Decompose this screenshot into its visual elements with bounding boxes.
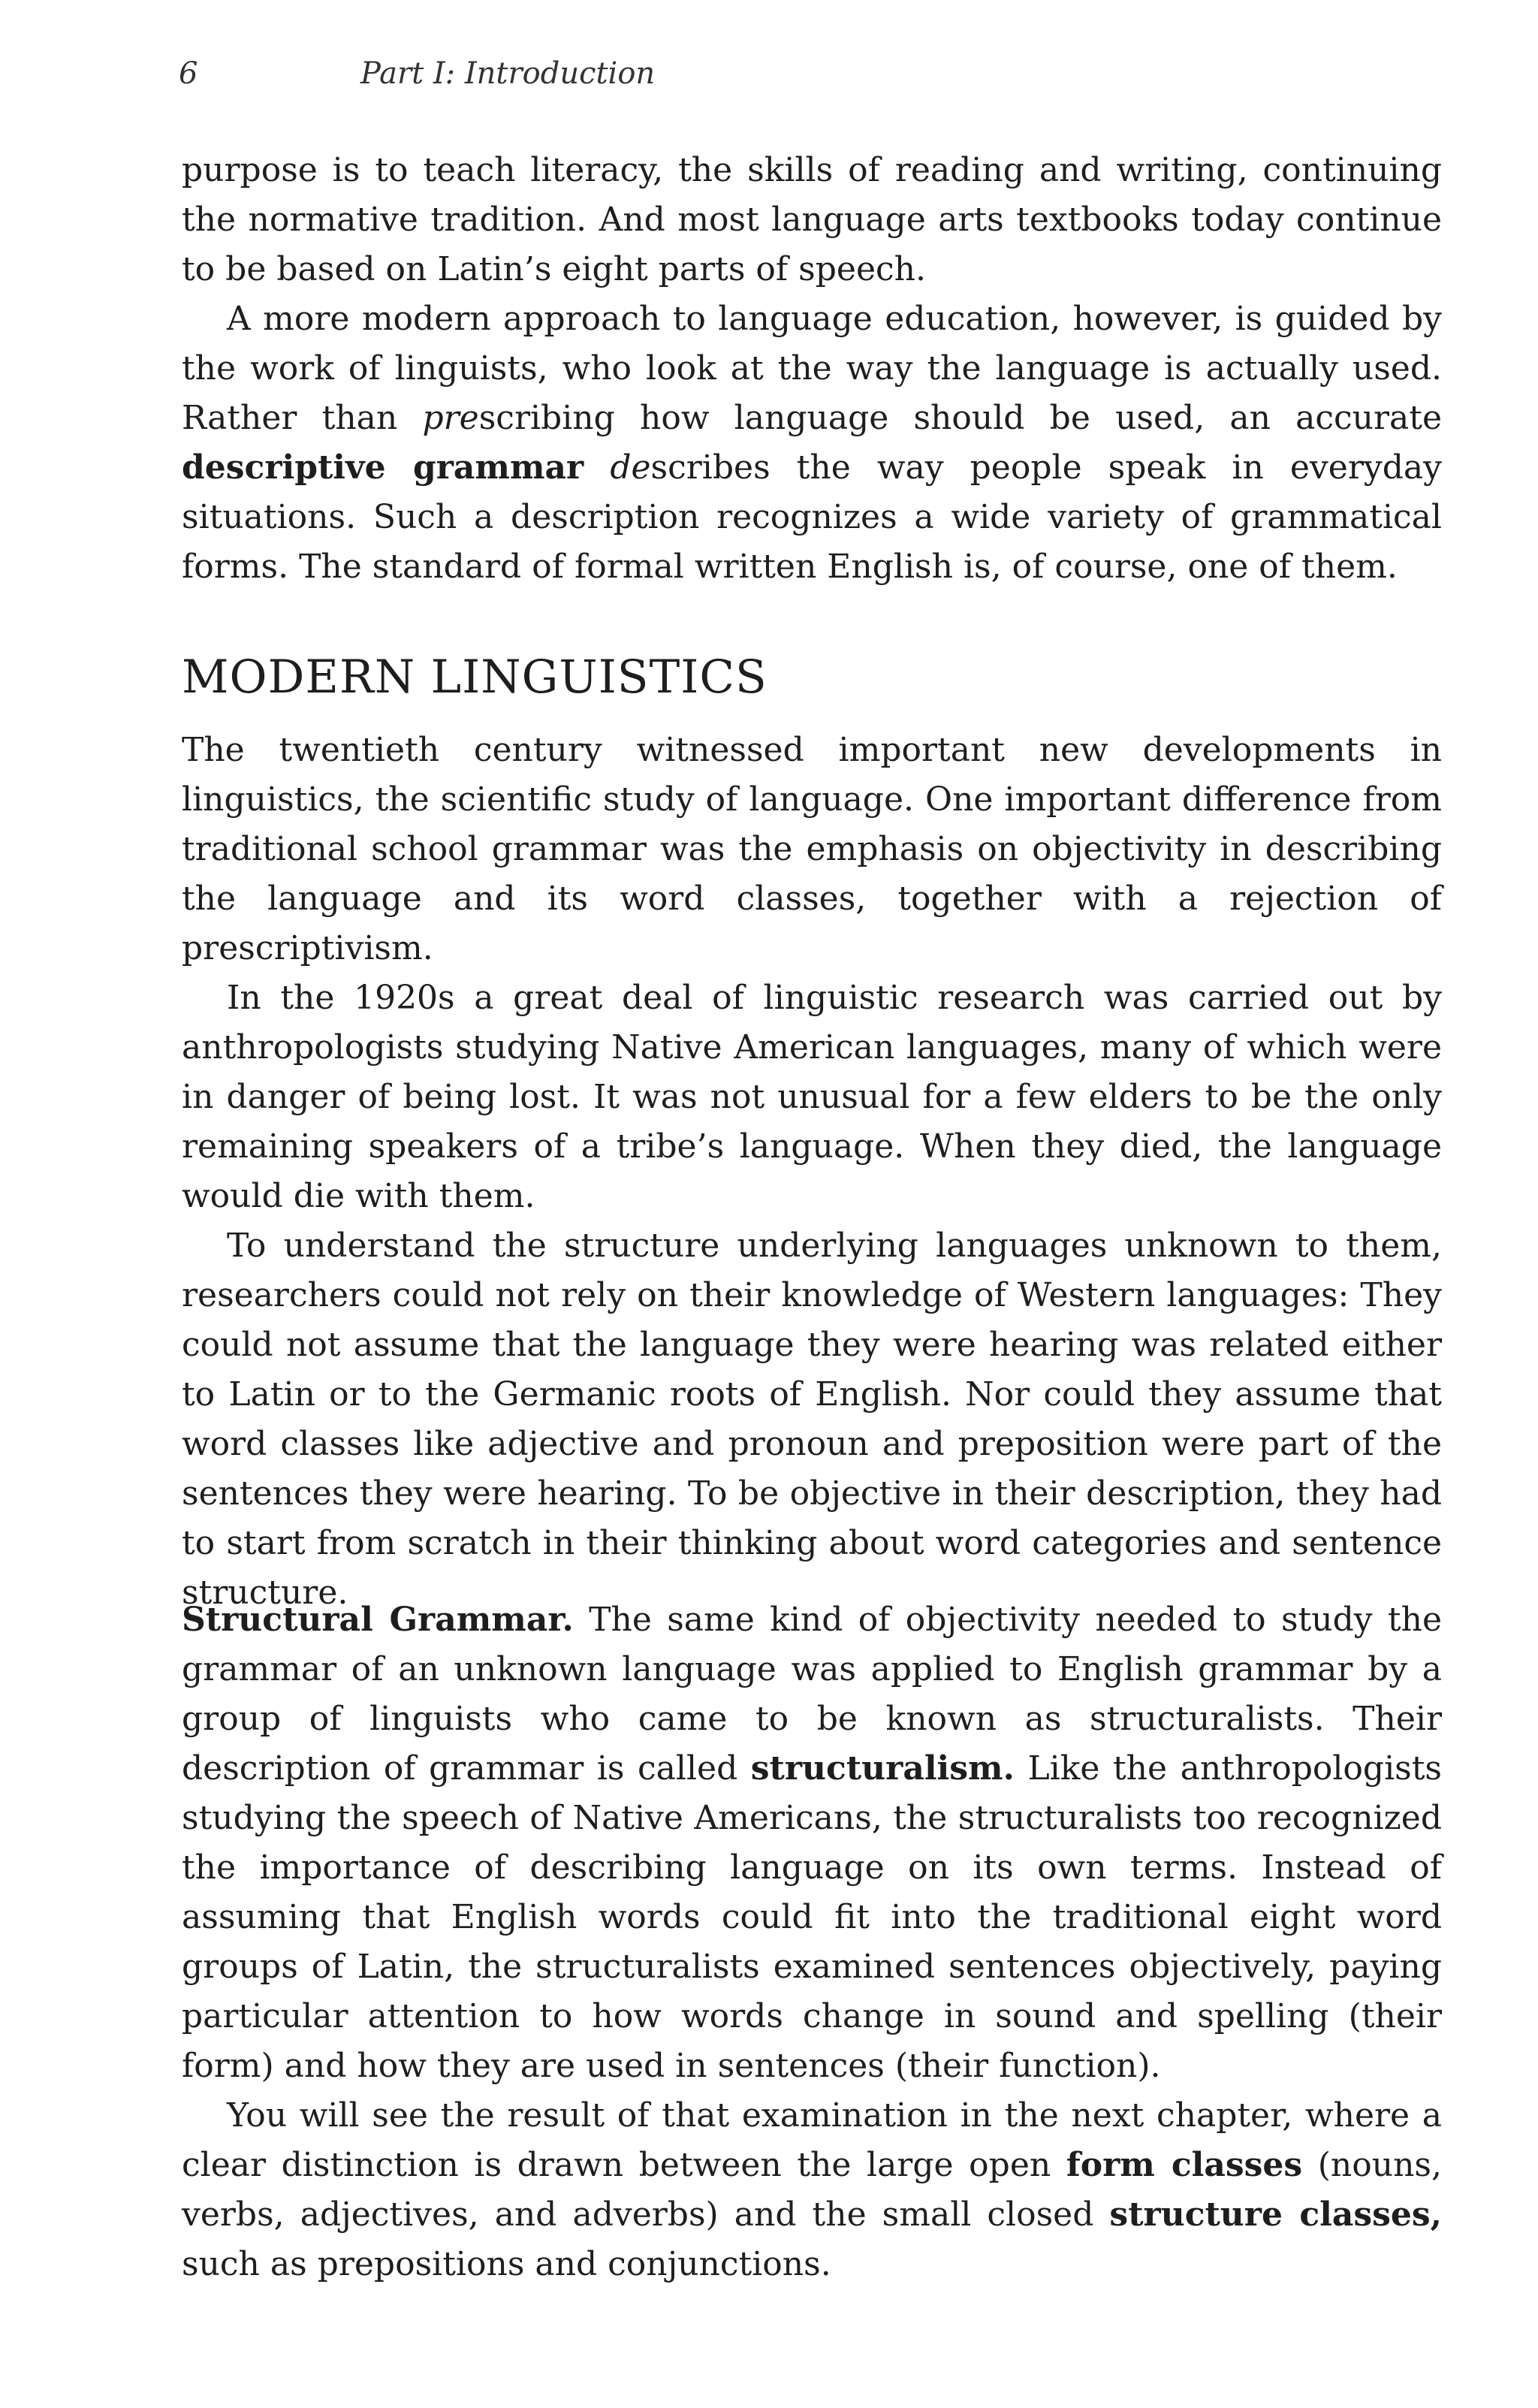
- intro-paragraph-2: [182, 294, 1442, 592]
- page-number: 6: [179, 56, 198, 91]
- text-run: [584, 448, 610, 487]
- running-head: [179, 51, 655, 96]
- text-run: A more modern approach to language education, however, is guided by the work of linguists, who look at the way the language is actually used. Rather than: [182, 300, 1442, 437]
- intro-paragraph-1: purpose is to teach literacy, the skills of reading and writing, continuing the normative tradition. And most language arts textbooks today continue to be based on Latin’s eight parts of speech.: [182, 151, 1442, 288]
- section-paragraph-2: In the 1920s a great deal of linguistic research was carried out by anthropologists studying Native American languages, many of which were in danger of being lost. It was not unusual for a few elders to be the only remaining speakers of a tribe’s language. When they died, the language would die with them.: [182, 979, 1442, 1215]
- text-run: such as prepositions and conjunctions.: [182, 2245, 831, 2283]
- term-structuralism: structuralism.: [750, 1749, 1015, 1788]
- section-paragraph-1: The twentieth century witnessed important new developments in linguistics, the scientific study of language. One important difference from traditional school grammar was the emphasis on objectivity in describing the language and its word classes, together with a rejection of prescriptivism.: [182, 731, 1442, 967]
- section-heading: MODERN LINGUISTICS: [182, 650, 767, 704]
- text-run: scribes the way people speak in everyday situations. Such a description recognizes a wide variety of grammatical forms. The standard of formal written English is, of course, one of them.: [182, 448, 1442, 586]
- text-run: The same kind of objectivity needed to study the grammar of an unknown language was applied to English grammar by a group of linguists who came to be known as structuralists. Their description of grammar is called: [182, 1601, 1442, 1788]
- text-run: (nouns, verbs, adjectives, and adverbs) and the small closed: [182, 2146, 1443, 2234]
- structural-paragraph-1: [182, 1595, 1442, 2091]
- run-in-heading: Structural Grammar.: [182, 1601, 574, 1639]
- term-descriptive-grammar: descriptive grammar: [182, 448, 584, 487]
- text-run: scribing how language should be used, an accurate: [478, 399, 1442, 437]
- structural-paragraph-2: [182, 2091, 1442, 2289]
- structural-grammar-text-block: [182, 1595, 1442, 2289]
- section-paragraph-3: To understand the structure underlying languages unknown to them, researchers could not rely on their knowledge of Western languages: They could not assume that the language they were hearing was related either to Latin or to the Germanic roots of English. Nor could they assume that word classes like adjective and pronoun and preposition were part of the sentences they were hearing. To be objective in their description, they had to start from scratch in their thinking about word categories and sentence structure.: [182, 1227, 1442, 1612]
- text-run: Like the anthropologists studying the speech of Native Americans, the structuralists too recognized the importance of describing language on its own terms. Instead of assuming that English words could fit into the traditional eight word groups of Latin, the structuralists examined sentences objectively, paying particular attention to how words change in sound and spelling (their form) and how they are used in sentences (their function).: [182, 1749, 1443, 2085]
- intro-text-block: [182, 146, 1442, 592]
- modern-linguistics-text-block: [182, 726, 1442, 1618]
- term-structure-classes: structure classes,: [1109, 2195, 1442, 2234]
- italic-prefix-de: de: [610, 448, 651, 487]
- term-form-classes: form classes: [1066, 2146, 1303, 2184]
- text-run: You will see the result of that examination in the next chapter, where a clear distinction is drawn between the large open: [182, 2096, 1442, 2184]
- italic-prefix-pre: pre: [422, 399, 479, 437]
- part-title: Part I: Introduction: [360, 56, 656, 91]
